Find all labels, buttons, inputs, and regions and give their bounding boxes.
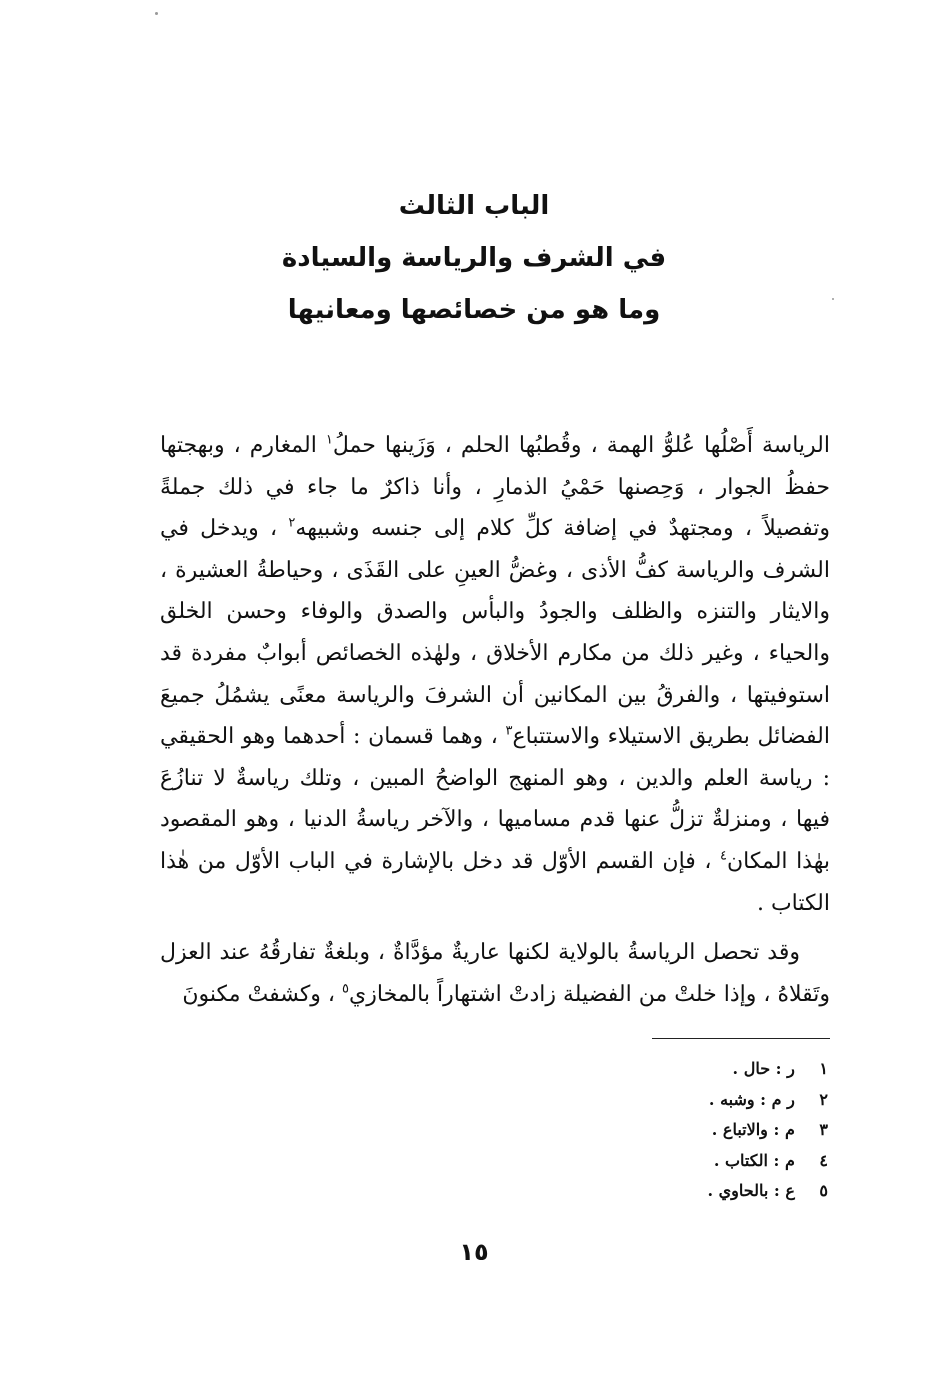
footnote-ref-5: ٥ bbox=[342, 981, 350, 997]
footnote-number: ٤ bbox=[819, 1150, 828, 1170]
footnote bbox=[560, 1115, 828, 1146]
paragraph-1-text: ، ويدخل في الشرف والرياسة كفُّ الأذى ، وغضُّ العينِ على القَذَى ، وحياطةُ العشيرة ، والايثار والتنزه والظلف والجودُ والبأس والصدق والوفاء وحسن الخلق والحياء ، وغير ذلك من مكارم الأخلاق ، ولهٰذه الخصائص أبوابٌ مفردة قد استوفيتها ، والفرقُ بين المكانين أن الشرفَ والرياسة معنًى يشمُلُ جميعَ الفضائل بطريق الاستيلاء والاستتباع bbox=[160, 516, 830, 750]
footnote bbox=[560, 1146, 828, 1177]
paragraph-1-text: ، فإن القسم الأوّل قد دخل بالإشارة في الباب الأوّل من هٰذا الكتاب . bbox=[160, 848, 830, 916]
chapter-subtitle-line1: في الشرف والرياسة والسيادة bbox=[281, 243, 667, 273]
paragraph-1 bbox=[160, 425, 830, 924]
footnote-text: م : الكتاب . bbox=[713, 1150, 795, 1170]
paragraph-1-text: المغارم ، وبهجتها حفظُ الجوار ، وَحِصنها حَمْيُ الذمارِ ، وأنا ذاكرٌ ما جاء في ذلك جملةً وتفصيلاً ، ومجتهدٌ في إضافة كلِّ كلام إلى جنسه وشبيهه bbox=[160, 433, 830, 542]
body-text bbox=[160, 425, 830, 1015]
chapter-title: الباب الثالث bbox=[398, 191, 550, 221]
page-number: ١٥ bbox=[459, 1238, 489, 1266]
footnote-ref-1: ١ bbox=[325, 432, 333, 448]
footnote bbox=[560, 1085, 828, 1116]
scan-speck bbox=[155, 12, 158, 15]
paragraph-2 bbox=[160, 932, 830, 1015]
footnote-ref-2: ٢ bbox=[288, 515, 296, 531]
footnote-number: ٢ bbox=[819, 1089, 828, 1109]
footnote-number: ٥ bbox=[819, 1181, 828, 1200]
footnotes bbox=[560, 1054, 828, 1207]
footnote bbox=[560, 1176, 828, 1207]
footnote-text: م : والاتباع . bbox=[711, 1120, 795, 1139]
footnote bbox=[560, 1054, 828, 1085]
footnote-number: ١ bbox=[819, 1059, 828, 1078]
paragraph-2-text: وقد تحصل الرياسةُ بالولاية لكنها عاريةٌ مؤدَّاةٌ ، وبلغةٌ تفارقُهُ عند العزل وتَقلاهُ ، وإذا خلتْ من الفضيلة زادتْ اشتهاراً بالمخازي bbox=[160, 940, 830, 1007]
chapter-subtitle-line2: وما هو من خصائصها ومعانيها bbox=[287, 295, 661, 325]
paragraph-2-text: ، وكشفتْ مكنونَ bbox=[182, 981, 343, 1007]
footnote-text: ر م : وشبه . bbox=[708, 1089, 795, 1109]
paragraph-1-text: ، وهما قسمان : أحدهما وهو الحقيقي : رياسة العلم والدين ، وهو المنهج الواضحُ المبين ، وتلك رياسةٌ لا تنازُعَ فيها ، ومنزلةٌ تزلُّ عنها قدم مساميها ، والآخر رياسةُ الدنيا ، وهو المقصود بهٰذا المكان bbox=[160, 724, 830, 874]
footnote-ref-4: ٤ bbox=[720, 848, 727, 864]
paragraph-1-text: الرياسة أَصْلُها عُلوُّ الهمة ، وقُطبُها الحلم ، وَزَينها حملُ bbox=[332, 433, 830, 458]
footnote-divider bbox=[652, 1038, 830, 1039]
footnote-ref-3: ٣ bbox=[505, 723, 513, 739]
footnote-text: ع : بالحاوي . bbox=[707, 1181, 795, 1200]
footnote-text: ر : حال . bbox=[732, 1059, 795, 1078]
footnote-number: ٣ bbox=[819, 1120, 828, 1139]
chapter-heading bbox=[0, 180, 948, 336]
scan-speck bbox=[832, 298, 834, 300]
